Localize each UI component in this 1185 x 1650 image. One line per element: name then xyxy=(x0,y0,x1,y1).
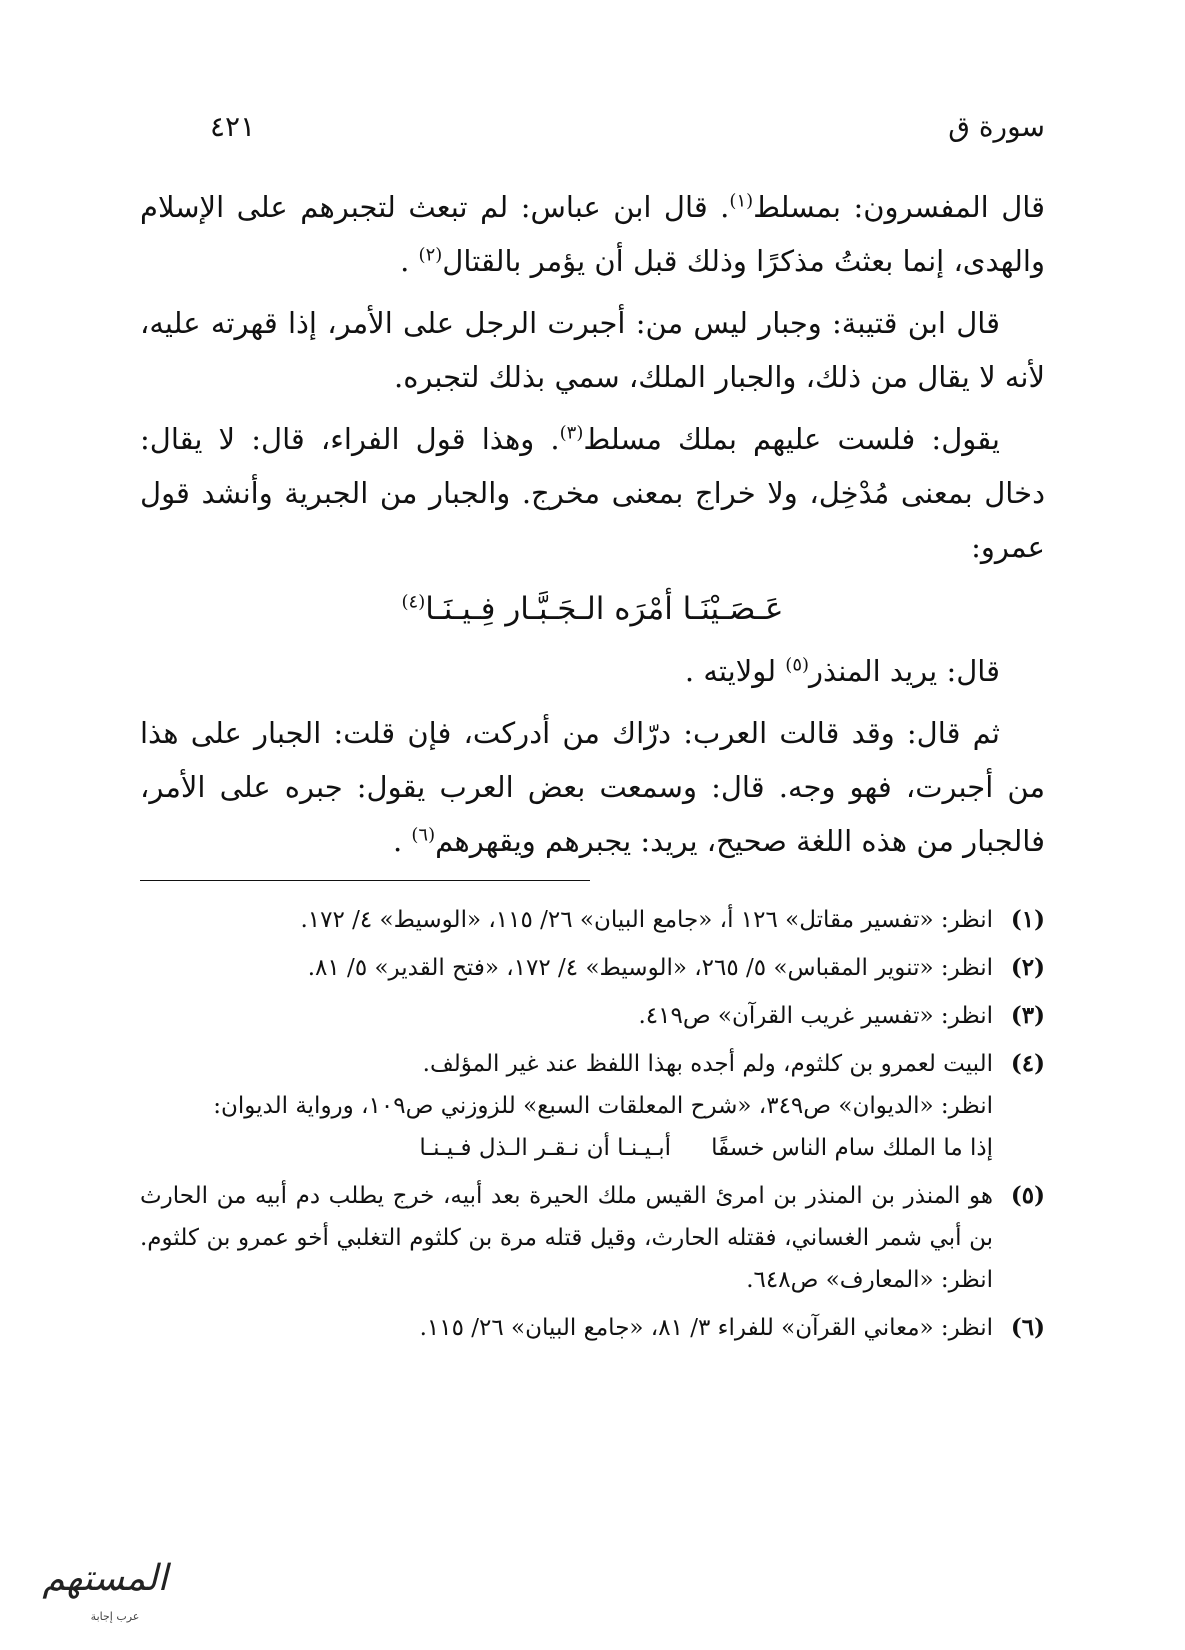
footnote xyxy=(140,947,1045,989)
main-text xyxy=(140,180,1045,868)
text-run: . xyxy=(392,824,412,858)
page-number: ٤٢١ xyxy=(210,110,256,143)
poetry-verse xyxy=(140,582,1045,636)
text-run: لولايته . xyxy=(684,654,786,688)
footnote-poem xyxy=(140,1127,993,1169)
footnote-text: البيت لعمرو بن كلثوم، ولم أجده بهذا اللفظ عند غير المؤلف. xyxy=(422,1051,993,1077)
footnote-ref[interactable]: (٤) xyxy=(401,591,426,613)
footnote xyxy=(140,1307,1045,1349)
footnote-ref[interactable]: (١) xyxy=(729,190,754,212)
paragraph xyxy=(140,644,1045,698)
paragraph xyxy=(140,412,1045,574)
poem-hemistich: إذا ما الملك سام الناس خسفًا xyxy=(711,1135,993,1161)
footnote-text: انظر: «معاني القرآن» للفراء ٣/ ٨١، «جامع البيان» ٢٦/ ١١٥. xyxy=(419,1315,993,1341)
footnote xyxy=(140,995,1045,1037)
footnote-ref[interactable]: (٦) xyxy=(411,824,436,846)
text-run: قال: يريد المنذر xyxy=(809,654,1000,688)
verse-text: عَـصَـيْنَـا أمْرَه الـجَـبَّـار فِـيـنَـا xyxy=(425,591,784,627)
footnote-text: انظر: «تفسير مقاتل» ١٢٦ أ، «جامع البيان» ٢٦/ ١١٥، «الوسيط» ٤/ ١٧٢. xyxy=(300,907,993,933)
text-run: قال المفسرون: بمسلط xyxy=(753,190,1045,224)
footnote xyxy=(140,1043,1045,1169)
footnote-divider xyxy=(140,880,590,881)
footnote-number: (١) xyxy=(1010,906,1045,933)
footnote-ref[interactable]: (٣) xyxy=(559,422,584,444)
watermark-subtitle: عرب إجابة xyxy=(90,1610,140,1623)
watermark-text: المستهم xyxy=(42,1558,168,1599)
watermark-logo xyxy=(20,1535,190,1635)
footnote-text: انظر: «تنوير المقباس» ٥/ ٢٦٥، «الوسيط» ٤/ ١٧٢، «فتح القدير» ٥/ ٨١. xyxy=(307,955,993,981)
footnote-number: (٥) xyxy=(1010,1182,1045,1209)
footnote-number: (٤) xyxy=(1010,1050,1045,1077)
footnote-ref[interactable]: (٥) xyxy=(785,654,810,676)
text-run: يقول: فلست عليهم بملك مسلط xyxy=(583,422,1000,456)
surah-title: سورة ق xyxy=(948,110,1045,143)
paragraph xyxy=(140,180,1045,288)
page xyxy=(140,110,1045,1355)
footnote-number: (٦) xyxy=(1010,1314,1045,1341)
footnote-text: انظر: «تفسير غريب القرآن» ص٤١٩. xyxy=(638,1003,993,1029)
footnote xyxy=(140,899,1045,941)
poem-hemistich: أبـيـنـا أن نـقـر الـذل فـيـنـا xyxy=(419,1135,672,1161)
footnote-ref[interactable]: (٢) xyxy=(418,244,443,266)
text-run: . xyxy=(400,244,419,278)
page-header xyxy=(140,110,1045,160)
footnote-text: هو المنذر بن المنذر بن امرئ القيس ملك الحيرة بعد أبيه، خرج يطلب دم أبيه من الحارث بن أبي شمر الغساني، فقتله الحارث، وقيل قتله مرة بن كلثوم التغلبي أخو عمرو بن كلثوم. انظر: «المعارف» ص٦٤٨. xyxy=(140,1183,993,1293)
footnote-text: انظر: «الديوان» ص٣٤٩، «شرح المعلقات السبع» للزوزني ص١٠٩، ورواية الديوان: xyxy=(213,1093,993,1119)
text-run: . قال ابن عباس: لم تبعث لتجبرهم على الإسلام والهدى، إنما بعثتُ مذكرًا وذلك قبل أن يؤمر بالقتال xyxy=(140,190,1045,278)
footnote-number: (٢) xyxy=(1010,954,1045,981)
footnotes xyxy=(140,899,1045,1349)
paragraph: قال ابن قتيبة: وجبار ليس من: أجبرت الرجل على الأمر، إذا قهرته عليه، لأنه لا يقال من ذلك، والجبار الملك، سمي بذلك لتجبره. xyxy=(140,306,1045,394)
footnote xyxy=(140,1175,1045,1301)
paragraph xyxy=(140,706,1045,868)
text-run: ثم قال: وقد قالت العرب: درّاك من أدركت، فإن قلت: الجبار على هذا من أجبرت، فهو وجه. قال: وسمعت بعض العرب يقول: جبره على الأمر، فالجبار من هذه اللغة صحيح، يريد: يجبرهم ويقهرهم xyxy=(140,716,1045,858)
text-run: . وهذا قول الفراء، قال: لا يقال: دخال بمعنى مُدْخِل، ولا خراج بمعنى مخرج. والجبار من الجبرية وأنشد قول عمرو: xyxy=(140,422,1045,564)
footnote-number: (٣) xyxy=(1010,1002,1045,1029)
